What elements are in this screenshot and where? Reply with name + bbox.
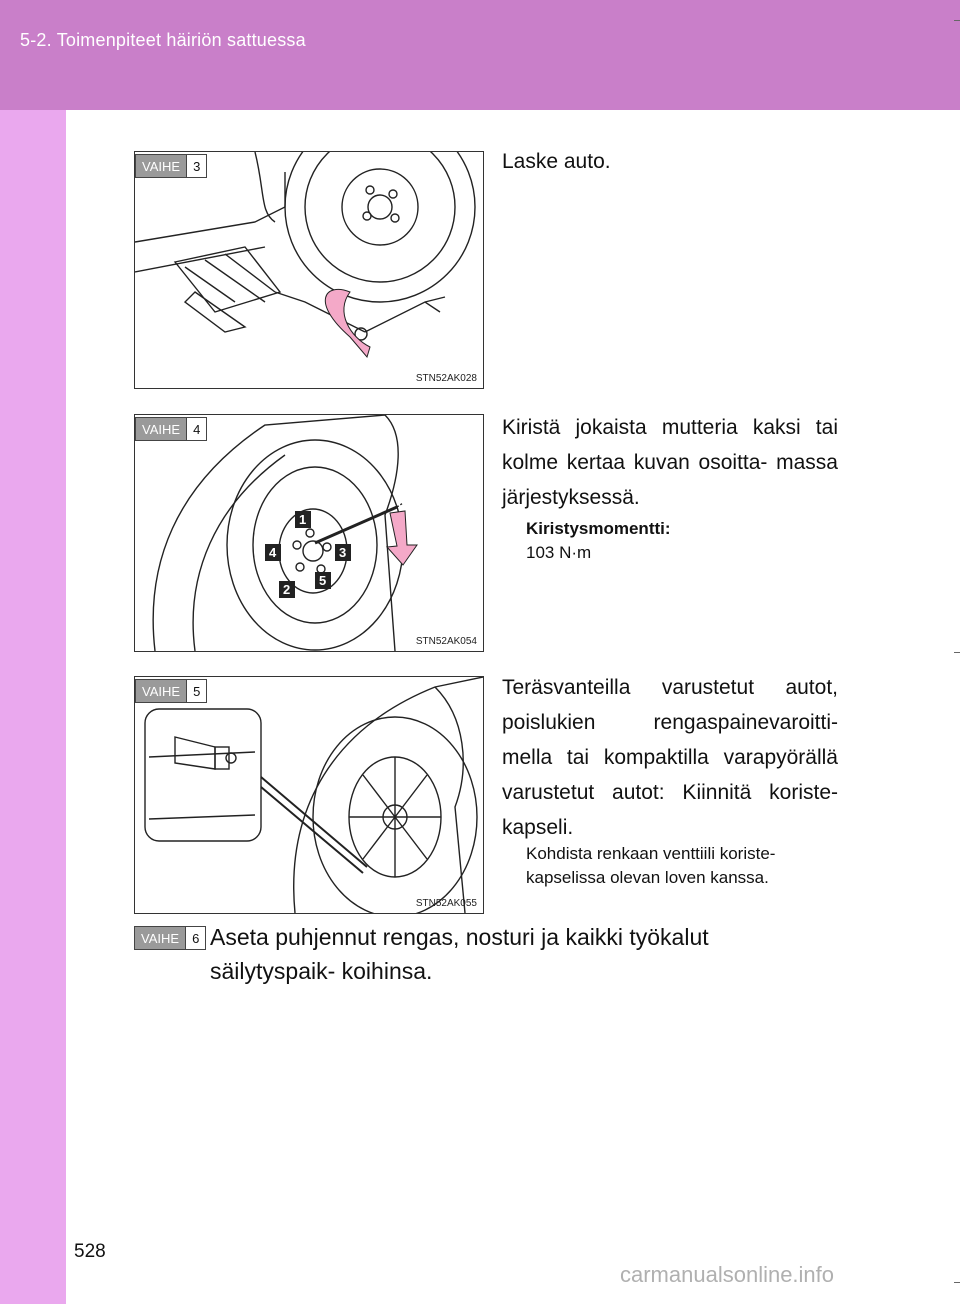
step-badge: [135, 679, 207, 703]
figure-code: STN52AK028: [415, 373, 477, 384]
step-badge-label: VAIHE: [135, 927, 185, 949]
step-badge-label: VAIHE: [136, 680, 186, 702]
crop-mark: [954, 652, 960, 653]
nut-order-5: 5: [319, 573, 327, 588]
figure-code: STN52AK054: [415, 636, 477, 647]
wheel-illustration: [135, 415, 483, 651]
step-3-text: Laske auto.: [502, 150, 611, 173]
crop-mark: [954, 1282, 960, 1283]
step-5-text: Teräsvanteilla varustetut autot, poislukien rengaspainevaroitti- mella tai kompaktilla varapyörällä varustetut autot: Kiinnitä koriste- kapseli.: [502, 676, 838, 839]
step-badge-number: 3: [186, 155, 206, 177]
step-5-note: Kohdista renkaan venttiili koriste- kapselissa olevan loven kanssa.: [526, 844, 776, 887]
step-badge-number: 6: [185, 927, 205, 949]
figure-code: STN52AK055: [415, 898, 477, 909]
crop-mark: [954, 20, 960, 21]
nut-order-2: 2: [283, 582, 291, 597]
jack-illustration: [135, 152, 483, 388]
figure-hubcap: [134, 676, 484, 914]
section-title: 5-2. Toimenpiteet häiriön sattuessa: [20, 30, 306, 50]
step-badge: [135, 154, 207, 178]
step-badge-label: VAIHE: [136, 418, 186, 440]
watermark: carmanualsonline.info: [620, 1262, 835, 1287]
step-badge: [134, 926, 206, 950]
step-badge: [135, 417, 207, 441]
torque-label: Kiristysmomentti:: [526, 519, 671, 538]
step-badge-number: 4: [186, 418, 206, 440]
figure-tighten-nuts: [134, 414, 484, 652]
side-band: [0, 110, 66, 1304]
step-4-text: Kiristä jokaista mutteria kaksi tai kolme kertaa kuvan osoitta- massa järjestyksessä.: [502, 416, 838, 509]
header-band: [0, 0, 960, 110]
step-badge-number: 5: [186, 680, 206, 702]
step-6-text: Aseta puhjennut rengas, nosturi ja kaikki työkalut säilytyspaik- koihinsa.: [210, 924, 709, 984]
step-badge-label: VAIHE: [136, 155, 186, 177]
page-number: 528: [74, 1241, 106, 1262]
nut-order-3: 3: [339, 545, 347, 560]
hubcap-illustration: [135, 677, 483, 913]
nut-order-1: 1: [299, 512, 307, 527]
torque-value: 103 N·m: [526, 543, 592, 562]
figure-lower-car: [134, 151, 484, 389]
nut-order-4: 4: [269, 545, 277, 560]
